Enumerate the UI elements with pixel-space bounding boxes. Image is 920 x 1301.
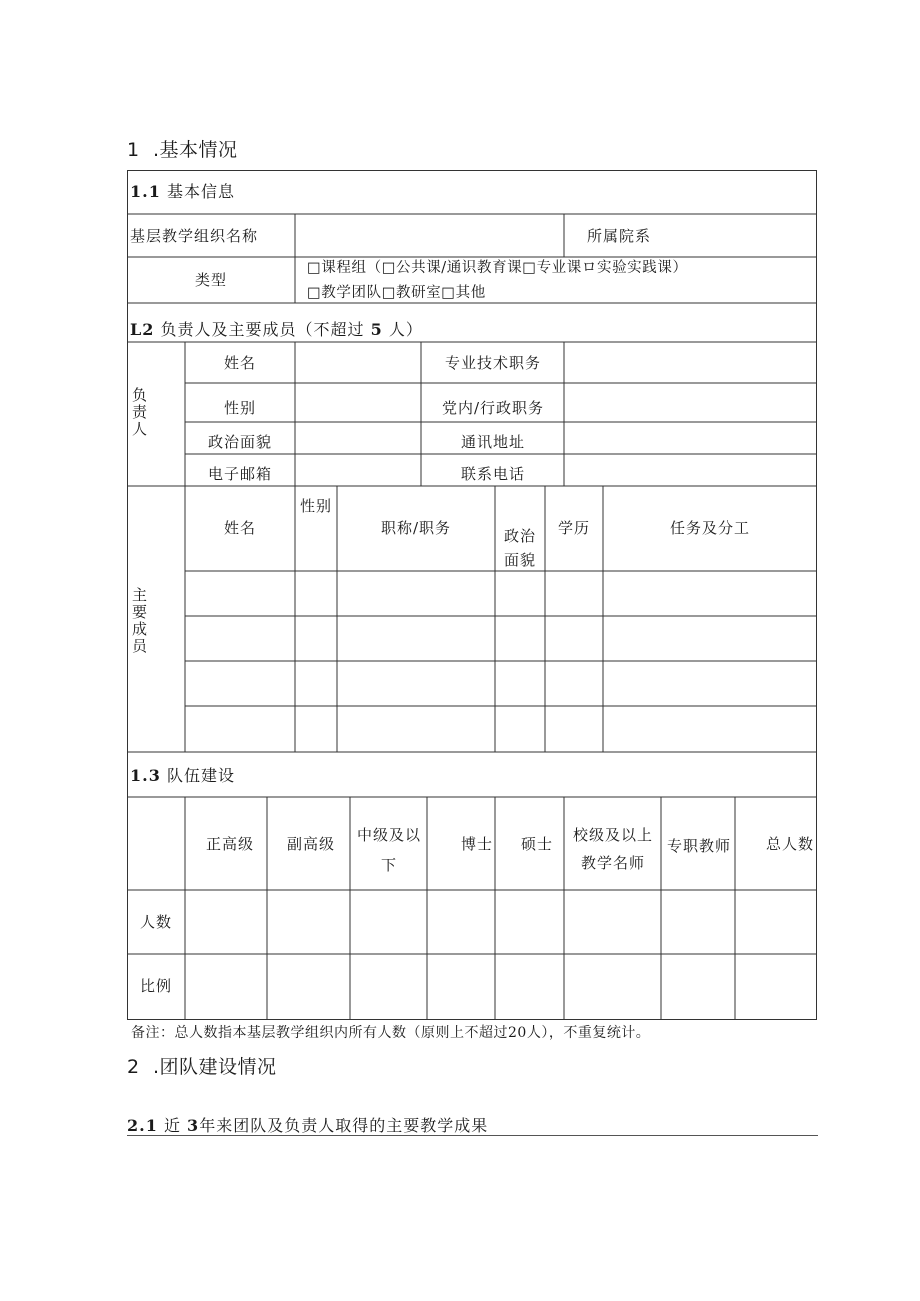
section1-title: .基本情况 bbox=[153, 139, 238, 161]
section2-heading bbox=[127, 1052, 277, 1079]
col-political bbox=[504, 524, 536, 572]
section1-number: 1 bbox=[127, 139, 140, 161]
section2-title: .团队建设情况 bbox=[153, 1056, 277, 1078]
sub21-num: 2.1 bbox=[127, 1116, 158, 1135]
leader-gender-label: 性别 bbox=[223, 399, 257, 417]
leader-political-label: 政治面貌 bbox=[207, 433, 273, 451]
team-col-2: 副高级 bbox=[286, 835, 336, 853]
col-gender: 性别 bbox=[299, 497, 333, 515]
col-task: 任务及分工 bbox=[669, 519, 751, 537]
basic-info-heading-num: 1.1 bbox=[130, 182, 161, 201]
main-members-label: 主要成员 bbox=[131, 586, 148, 655]
team-col-4: 博士 bbox=[460, 835, 494, 853]
section2-number: 2 bbox=[127, 1056, 140, 1078]
leader-name-label: 姓名 bbox=[223, 354, 257, 372]
members-heading-text2: 人） bbox=[388, 320, 423, 339]
dept-label: 所属院系 bbox=[587, 227, 652, 245]
team-col-5: 硕士 bbox=[520, 835, 554, 853]
leader-address-label: 通讯地址 bbox=[460, 433, 526, 451]
team-heading-num: 1.3 bbox=[130, 766, 161, 785]
team-heading-text: 队伍建设 bbox=[166, 766, 235, 785]
leader-phone-label: 联系电话 bbox=[460, 465, 526, 483]
team-col-7: 专职教师 bbox=[666, 837, 732, 855]
leader-party-label: 党内/行政职务 bbox=[441, 399, 545, 417]
team-col-8: 总人数 bbox=[765, 835, 815, 853]
leader-label: 负责人 bbox=[131, 386, 148, 438]
basic-info-form bbox=[127, 170, 817, 1020]
basic-info-heading bbox=[130, 182, 235, 202]
org-name-label: 基层教学组织名称 bbox=[130, 227, 259, 245]
org-name-field[interactable] bbox=[296, 215, 563, 256]
col-name: 姓名 bbox=[223, 519, 257, 537]
team-col-1: 正高级 bbox=[205, 835, 255, 853]
sub21-text1: 近 bbox=[163, 1116, 181, 1135]
col-political-line1: 政治 bbox=[503, 527, 537, 545]
subsection-2-1-heading bbox=[127, 1113, 488, 1136]
col-title: 职称/职务 bbox=[380, 519, 452, 537]
members-heading bbox=[130, 320, 423, 340]
leader-title-label: 专业技术职务 bbox=[444, 354, 542, 372]
type-options-line1[interactable]: □课程组（□公共课/通识教育课□专业课ロ实验实践课） bbox=[307, 260, 688, 276]
team-col-6: 校级及以上教学名师 bbox=[572, 826, 653, 872]
form-note: 备注：总人数指本基层教学组织内所有人数（原则上不超过20人），不重复统计。 bbox=[131, 1025, 651, 1041]
sub21-num2: 3 bbox=[187, 1116, 200, 1135]
col-political-line2: 面貌 bbox=[503, 551, 537, 569]
members-heading-num: L2 bbox=[130, 320, 155, 339]
members-heading-text: 负责人及主要成员（不超过 bbox=[160, 320, 365, 339]
team-row-ratio: 比例 bbox=[139, 977, 173, 995]
team-row-count: 人数 bbox=[139, 913, 173, 931]
team-col-3: 中级及以下 bbox=[357, 826, 422, 874]
type-label: 类型 bbox=[194, 271, 228, 289]
dept-field[interactable] bbox=[657, 215, 815, 256]
sub21-text2: 年来团队及负责人取得的主要教学成果 bbox=[199, 1116, 489, 1135]
section1-heading bbox=[127, 135, 238, 162]
team-heading bbox=[130, 766, 235, 786]
subsection-underline bbox=[127, 1135, 818, 1136]
leader-email-label: 电子邮箱 bbox=[207, 465, 273, 483]
col-edu: 学历 bbox=[557, 519, 591, 537]
type-options-line2[interactable]: □教学团队□教研室□其他 bbox=[307, 285, 486, 301]
basic-info-heading-text: 基本信息 bbox=[166, 182, 235, 201]
members-heading-num2: 5 bbox=[370, 320, 383, 339]
